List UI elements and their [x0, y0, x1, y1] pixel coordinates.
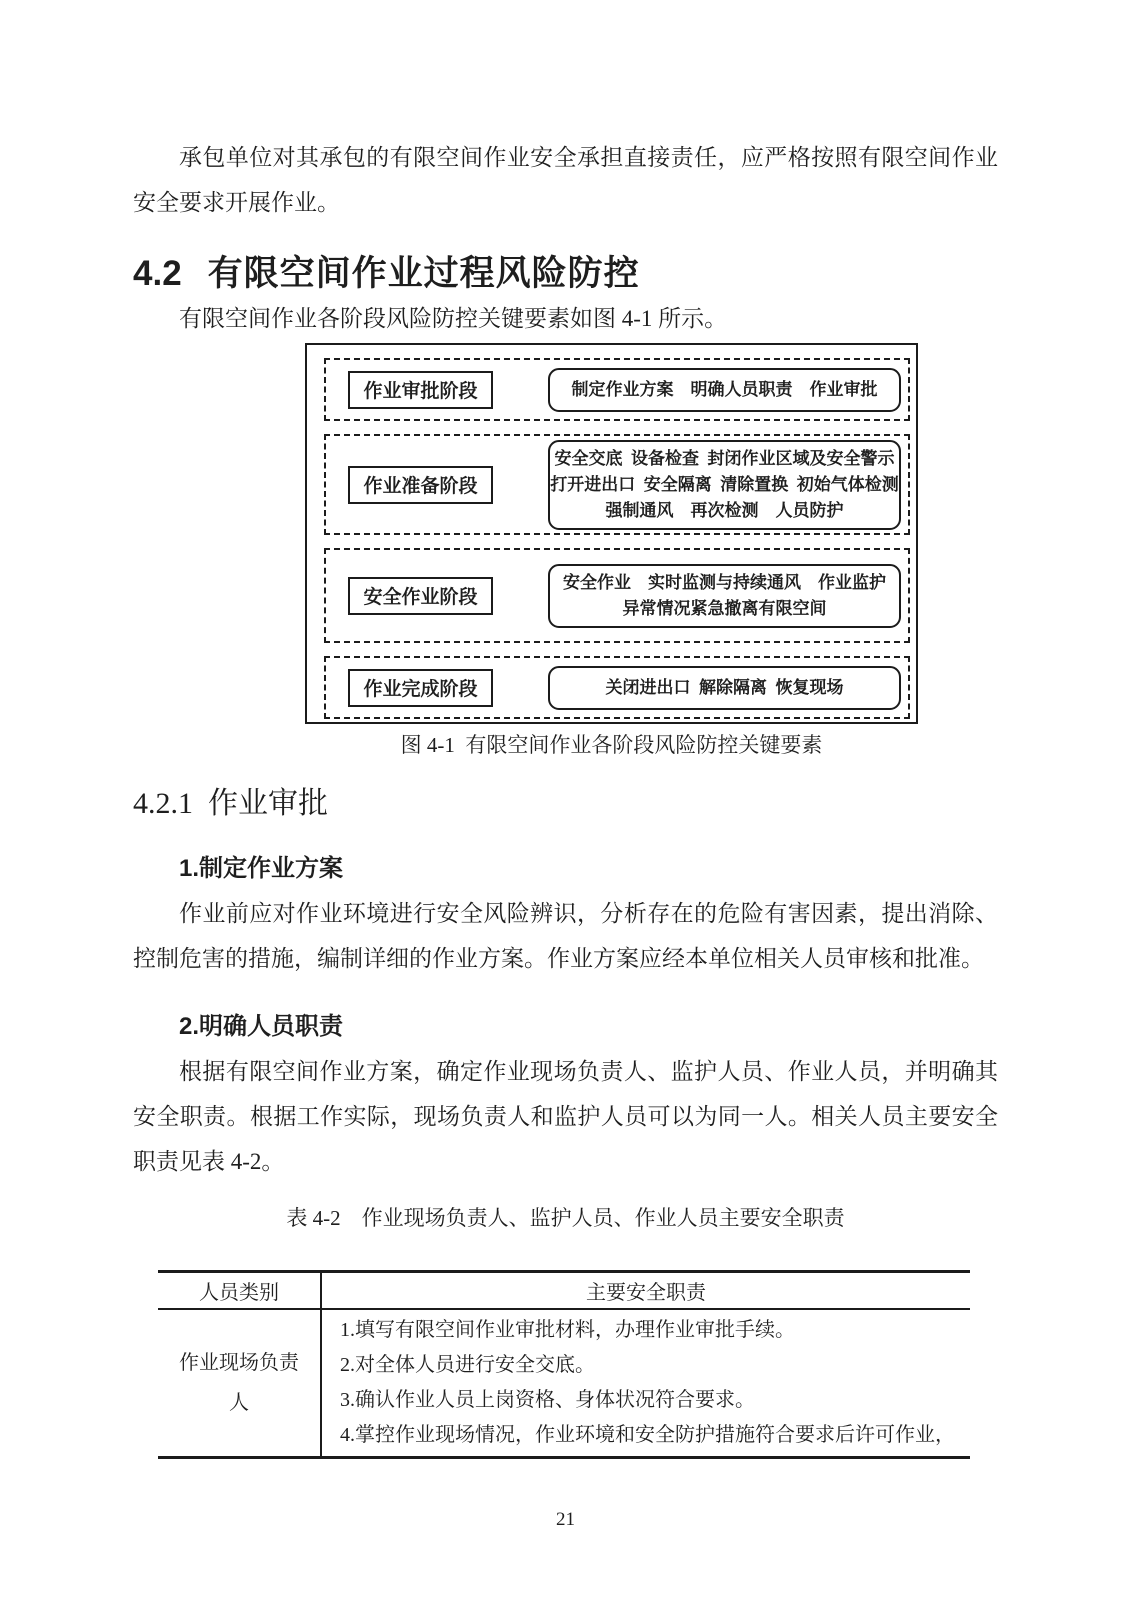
stage-row-approval	[324, 358, 910, 421]
stage-content-line: 安全作业 实时监测与持续通风 作业监护	[563, 572, 886, 592]
section-title: 有限空间作业过程风险防控	[207, 254, 640, 293]
stage-content-line: 异常情况紧急撤离有限空间	[622, 598, 827, 618]
table-4-2	[158, 1270, 970, 1459]
duty-item: 1.填写有限空间作业审批材料，办理作业审批手续。	[340, 1319, 795, 1341]
duty-item: 3.确认作业人员上岗资格、身体状况符合要求。	[340, 1389, 755, 1411]
figure-caption: 图 4-1 有限空间作业各阶段风险防控关键要素	[400, 733, 823, 757]
subsection-number: 4.2.1	[133, 787, 193, 820]
stage-content-line: 打开进出口 安全隔离 清除置换 初始气体检测	[550, 474, 899, 494]
stage-row-completion	[324, 656, 910, 719]
table-header-duties: 主要安全职责	[586, 1282, 706, 1304]
table-header-row	[158, 1273, 970, 1310]
duty-item: 2.对全体人员进行安全交底。	[340, 1354, 595, 1376]
stage-label-preparation: 作业准备阶段	[348, 466, 493, 504]
table-cell-category	[158, 1310, 322, 1456]
stage-label-approval: 作业审批阶段	[348, 371, 493, 409]
page-number: 21	[556, 1509, 575, 1530]
item1-paragraph: 作业前应对作业环境进行安全风险辨识，分析存在的危险有害因素，提出消除、控制危害的措施，编制详细的作业方案。作业方案应经本单位相关人员审核和批准。	[133, 901, 998, 971]
item2-paragraph: 根据有限空间作业方案，确定作业现场负责人、监护人员、作业人员，并明确其安全职责。根据工作实际，现场负责人和监护人员可以为同一人。相关人员主要安全职责见表 4-2。	[133, 1059, 998, 1174]
table-caption: 表 4-2 作业现场负责人、监护人员、作业人员主要安全职责	[286, 1206, 845, 1230]
figure-intro-paragraph: 有限空间作业各阶段风险防控关键要素如图 4-1 所示。	[179, 306, 728, 331]
item2-label: 2.明确人员职责	[179, 1013, 344, 1040]
stage-content-line: 关闭进出口 解除隔离 恢复现场	[605, 677, 844, 697]
stage-label-completion: 作业完成阶段	[348, 669, 493, 707]
stage-content-safe-operation	[548, 564, 901, 628]
category-line: 人	[229, 1392, 249, 1414]
figure-4-1-diagram	[305, 343, 918, 724]
table-row	[158, 1310, 970, 1456]
duty-item: 4.掌控作业现场情况，作业环境和安全防护措施符合要求后许可作业，	[340, 1424, 955, 1446]
stage-content-preparation	[548, 440, 901, 530]
stage-label-safe-operation: 安全作业阶段	[348, 577, 493, 615]
section-number: 4.2	[133, 254, 182, 293]
section-heading	[133, 252, 998, 296]
intro-paragraph: 承包单位对其承包的有限空间作业安全承担直接责任，应严格按照有限空间作业安全要求开展作业。	[133, 145, 998, 215]
stage-row-safe-operation	[324, 548, 910, 643]
table-header-category: 人员类别	[158, 1273, 322, 1308]
stage-content-approval	[548, 368, 901, 412]
stage-row-preparation	[324, 434, 910, 535]
stage-content-line: 强制通风 再次检测 人员防护	[605, 500, 844, 520]
subsection-heading	[133, 785, 998, 823]
stage-content-line: 安全交底 设备检查 封闭作业区域及安全警示	[554, 448, 895, 468]
item1-label: 1.制定作业方案	[179, 855, 344, 882]
stage-content-line: 制定作业方案 明确人员职责 作业审批	[571, 379, 878, 399]
stage-content-completion	[548, 666, 901, 710]
category-line: 作业现场负责	[179, 1352, 299, 1374]
subsection-title: 作业审批	[208, 787, 328, 820]
table-cell-duties	[322, 1310, 970, 1456]
